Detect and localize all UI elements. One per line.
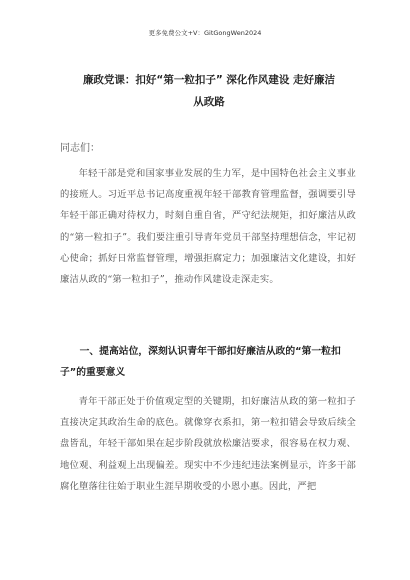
body-paragraph: 年轻干部是党和国家事业发展的生力军，是中国特色社会主义事业的接班人。习近平总书记高度重视年轻干部教育管理监督，强调要引导年轻干部正确对待权力，时刻自重自省，严守纪法规矩，扣好廉洁从政的“第一粒扣子”。我们要注重引导青年党员干部坚持理想信念，牢记初心使命；抓好日常监督管理，增强拒腐定力；加强廉洁文化建设，扣好廉洁从政的“第一粒扣子”，推动作风建设走深走实。 — [60, 168, 356, 286]
header-note: 更多免费公文+V：GitGongWen2024 — [148, 29, 262, 37]
document-title: 廉政党课：扣好“第一粒扣子” 深化作风建设 走好廉洁从政路 — [82, 74, 336, 108]
section-heading: 一、提高站位，深刻认识青年干部扣好廉洁从政的“第一粒扣子”的重要意义 — [60, 346, 341, 378]
salutation: 同志们： — [60, 143, 100, 154]
body-paragraph: 青年干部正处于价值观定型的关键期，扣好廉洁从政的第一粒扣子直接决定其政治生命的底色。就像穿衣系扣，第一粒扣错会导致后续全盘皆乱，年轻干部如果在起步阶段就放松廉洁要求，很容易在权力观、地位观、利益观上出现偏差。现实中不少违纪违法案例显示，许多干部腐化堕落往往始于职业生涯早期收受的小恩小惠。因此，严把 — [60, 396, 356, 492]
